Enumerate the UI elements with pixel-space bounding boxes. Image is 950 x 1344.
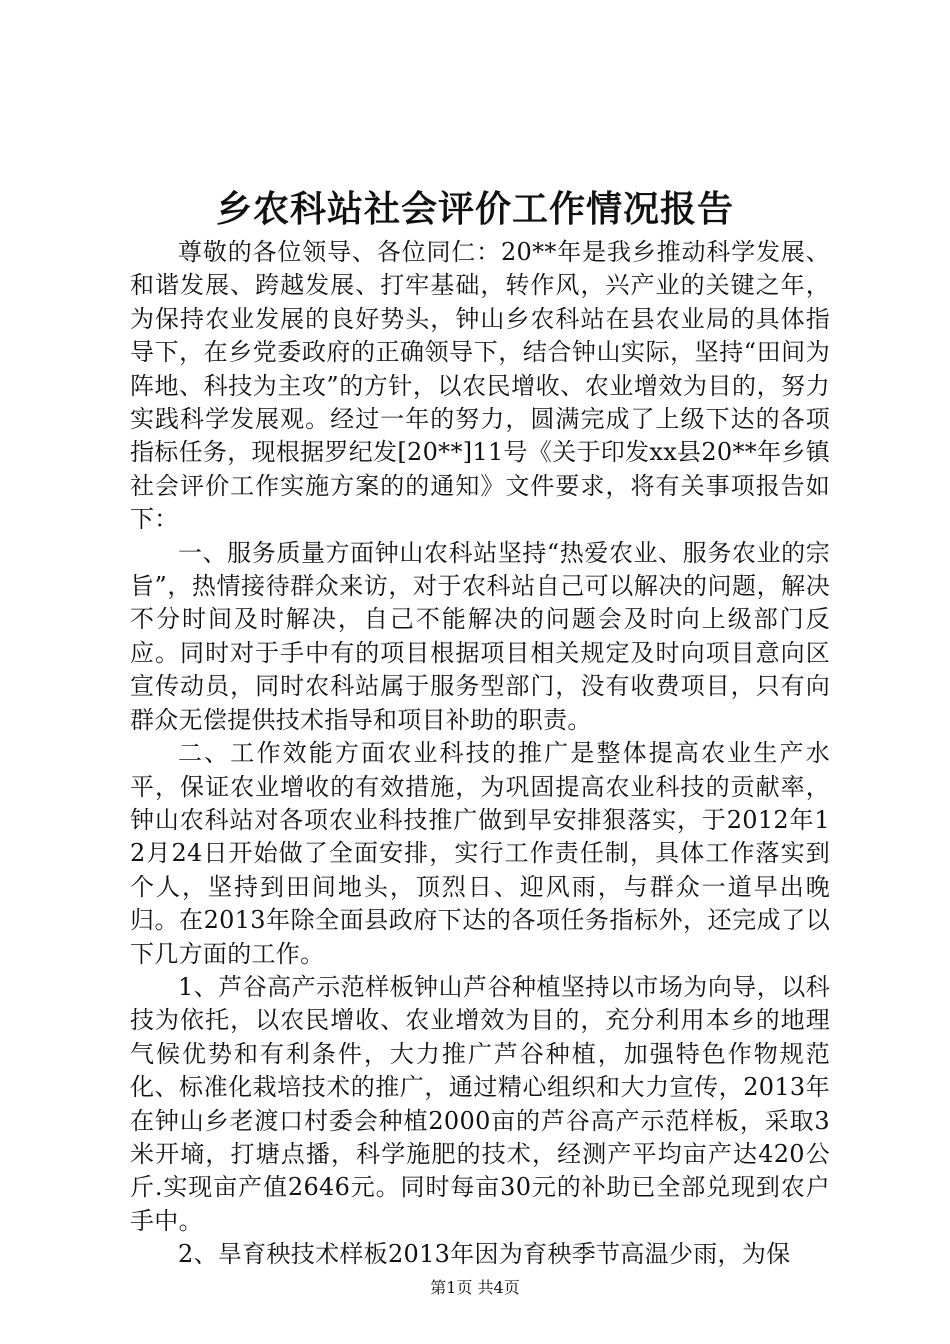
paragraph-intro: 尊敬的各位领导、各位同仁：20**年是我乡推动科学发展、和谐发展、跨越发展、打牢基础，转作风，兴产业的关键之年，为保持农业发展的良好势头，钟山乡农科站在县农业局的具体指导下，在乡党委政府的正确领导下，结合钟山实际，坚持“田间为阵地、科技为主攻”的方针，以农民增收、农业增效为目的，努力实践科学发展观。经过一年的努力，圆满完成了上级下达的各项指标任务，现根据罗纪发[20**]11号《关于印发xx县20**年乡镇社会评价工作实施方案的的通知》文件要求，将有关事项报告如下：: [130, 238, 830, 534]
page-footer: 第1页 共4页: [430, 1278, 520, 1297]
paragraph-service-quality: 一、服务质量方面钟山农科站坚持“热爱农业、服务农业的宗旨”，热情接待群众来访，对于农科站自己可以解决的问题，解决不分时间及时解决，自己不能解决的问题会及时向上级部门反应。同时对于手中有的项目根据项目相关规定及时向项目意向区宣传动员，同时农科站属于服务型部门，没有收费项目，只有向群众无偿提供技术指导和项目补助的职责。: [130, 538, 830, 734]
paragraph-seedling-demo: 2、旱育秧技术样板2013年因为育秧季节高温少雨，为保: [178, 1240, 791, 1269]
document-title: 乡农科站社会评价工作情况报告: [215, 188, 734, 230]
document-body: [130, 236, 830, 1272]
paragraph-work-efficiency: 二、工作效能方面农业科技的推广是整体提高农业生产水平，保证农业增收的有效措施，为巩固提高农业科技的贡献率，钟山农科站对各项农业科技推广做到早安排狠落实，于2012年12月24日开始做了全面安排，实行工作责任制，具体工作落实到个人，坚持到田间地头，顶烈日、迎风雨，与群众一道早出晚归。在2013年除全面县政府下达的各项任务指标外，还完成了以下几方面的工作。: [130, 739, 830, 968]
paragraph-corn-demo: 1、芦谷高产示范样板钟山芦谷种植坚持以市场为向导，以科技为依托，以农民增收、农业增效为目的，充分利用本乡的地理气候优势和有利条件，大力推广芦谷种植，加强特色作物规范化、标准化栽培技术的推广，通过精心组织和大力宣传，2013年在钟山乡老渡口村委会种植2000亩的芦谷高产示范样板，采取3米开墒，打塘点播，科学施肥的技术，经测产平均亩产达420公斤.实现亩产值2646元。同时每亩30元的补助已全部兑现到农户手中。: [130, 972, 830, 1235]
